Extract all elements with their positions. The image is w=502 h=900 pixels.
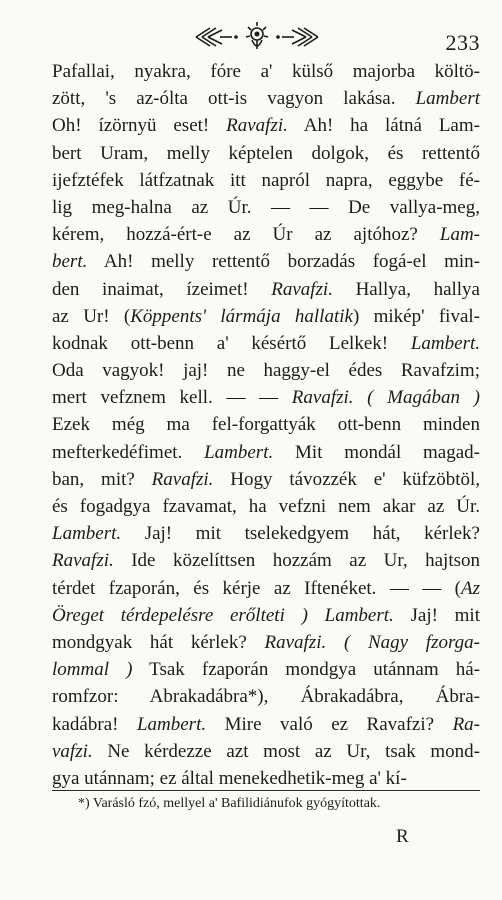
text-run: az Ur! ( [52, 305, 131, 327]
text-line [52, 140, 480, 167]
text-line [52, 330, 480, 357]
text-line [52, 602, 480, 629]
italic-run: vafzi. [52, 740, 93, 762]
italic-run: Ravafzi. ( Magában ) [291, 387, 480, 409]
text-run: Tsak fzaporán mondgya utánnam há- [132, 659, 480, 681]
footnote: *) Varásló fzó, mellyel a' Bafilidiánufok gyógyítottak. [78, 796, 381, 811]
text-run: mefterkedéfimet. [52, 441, 205, 463]
italic-run: Ra- [452, 713, 480, 735]
text-line [52, 683, 480, 710]
text-run: Ah! ha látná Lam- [287, 115, 480, 137]
italic-run: Lambert. [136, 713, 207, 735]
text-line [52, 248, 480, 275]
text-run: lig meg-halna az Úr. — — De vallya-meg, [52, 196, 480, 218]
text-run: Mit mondál magad- [273, 441, 480, 463]
italic-run: Az [461, 577, 480, 599]
text-run: zött, 's az-ólta ott-is vagyon lakása. [52, 88, 416, 110]
italic-run: Lambert. [410, 332, 480, 354]
text-line [52, 711, 480, 738]
italic-run: Ravafzi. ( Nagy fzorga- [264, 631, 480, 653]
body-text [52, 58, 480, 792]
footnote-separator [52, 790, 480, 791]
text-run: és fogadgya fzavamat, ha vefzni nem akar az Úr. [52, 496, 480, 517]
italic-run: Köppents' lármája hallatik [130, 305, 353, 327]
text-run: ijefztéfek látfzatnak itt napról napra, eggybe fé- [52, 169, 480, 191]
signature-mark: R [396, 826, 409, 847]
text-run: Mire való ez Ravafzi? [206, 713, 453, 735]
italic-run: Ravafzi. [52, 550, 114, 572]
text-line [52, 439, 480, 466]
text-run: gya utánnam; ez által menekedhetik-meg a' kí- [52, 767, 407, 789]
text-run: Pafallai, nyakra, fóre a' külső majorba költö- [52, 61, 480, 82]
text-line [52, 493, 480, 520]
text-line [52, 575, 480, 602]
text-run: romfzor: Abrakadábra*), Ábrakadábra, Ábra- [52, 686, 480, 708]
text-line [52, 112, 480, 139]
text-line [52, 547, 480, 574]
text-line [52, 85, 480, 112]
ornament-icon [192, 22, 322, 52]
text-run: Ah! melly rettentő borzadás fogá-el min- [87, 251, 480, 273]
text-line [52, 765, 480, 792]
italic-run: Öreget térdepelésre erőlteti ) [52, 604, 308, 626]
text-line [52, 738, 480, 765]
text-line [52, 167, 480, 194]
italic-run: Lam- [439, 224, 480, 246]
text-run: den inaimat, ízeimet! [52, 278, 272, 300]
italic-run: Lambert. [52, 523, 122, 545]
text-run: bert Uram, melly képtelen dolgok, és rettentő [52, 142, 480, 164]
text-run: kérem, hozzá-ért-e az Úr az ajtóhoz? [52, 224, 440, 246]
text-line [52, 276, 480, 303]
text-run: Oh! ízörnyü eset! [52, 115, 227, 137]
text-line [52, 194, 480, 221]
text-line [52, 357, 480, 384]
text-run: Oda vagyok! jaj! ne haggy-el édes Ravafzim; [52, 360, 480, 382]
text-line [52, 466, 480, 493]
text-line [52, 629, 480, 656]
italic-run: bert. [52, 251, 88, 273]
text-run: Ide közelíttsen hozzám az Ur, hajtson [113, 550, 480, 572]
text-line [52, 384, 480, 411]
text-run: Ne kérdezze azt most az Ur, tsak mond- [92, 740, 480, 762]
text-line [52, 58, 480, 85]
text-run: Jaj! mit [393, 604, 480, 626]
text-run: Ezek még ma fel-forgattyák ott-benn minden [52, 414, 480, 436]
text-run: ban, mit? [52, 468, 152, 490]
text-line [52, 221, 480, 248]
italic-run: Lambert. [324, 604, 394, 626]
italic-run: Ravafzi. [151, 468, 214, 490]
text-line [52, 303, 480, 330]
text-run: kadábra! [52, 713, 137, 735]
italic-run: Lambert. [204, 441, 274, 463]
page-number: 233 [445, 30, 480, 55]
italic-run: lommal ) [52, 659, 133, 681]
text-run [308, 605, 325, 626]
text-run: térdet fzaporán, és kérje az Iftenéket. — — ( [52, 577, 461, 599]
italic-run: Ravafzi. [226, 115, 288, 137]
text-run: ) mikép' fival- [352, 305, 480, 327]
italic-run: Ravafzi. [271, 278, 333, 300]
text-run: Hogy távozzék e' küfzöbtöl, [213, 468, 480, 490]
text-line [52, 656, 480, 683]
text-line [52, 520, 480, 547]
text-run: mert vefznem kell. — — [52, 387, 292, 409]
text-run: mondgyak hát kérlek? [52, 631, 265, 653]
text-run: Hallya, hallya [332, 278, 480, 300]
text-line [52, 411, 480, 438]
text-run: kodnak ott-benn a' késértő Lelkek! [52, 332, 411, 354]
text-run: Jaj! mit tselekedgyem hát, kérlek? [121, 523, 480, 545]
page-header [0, 18, 502, 58]
italic-run: Lambert [415, 88, 480, 110]
